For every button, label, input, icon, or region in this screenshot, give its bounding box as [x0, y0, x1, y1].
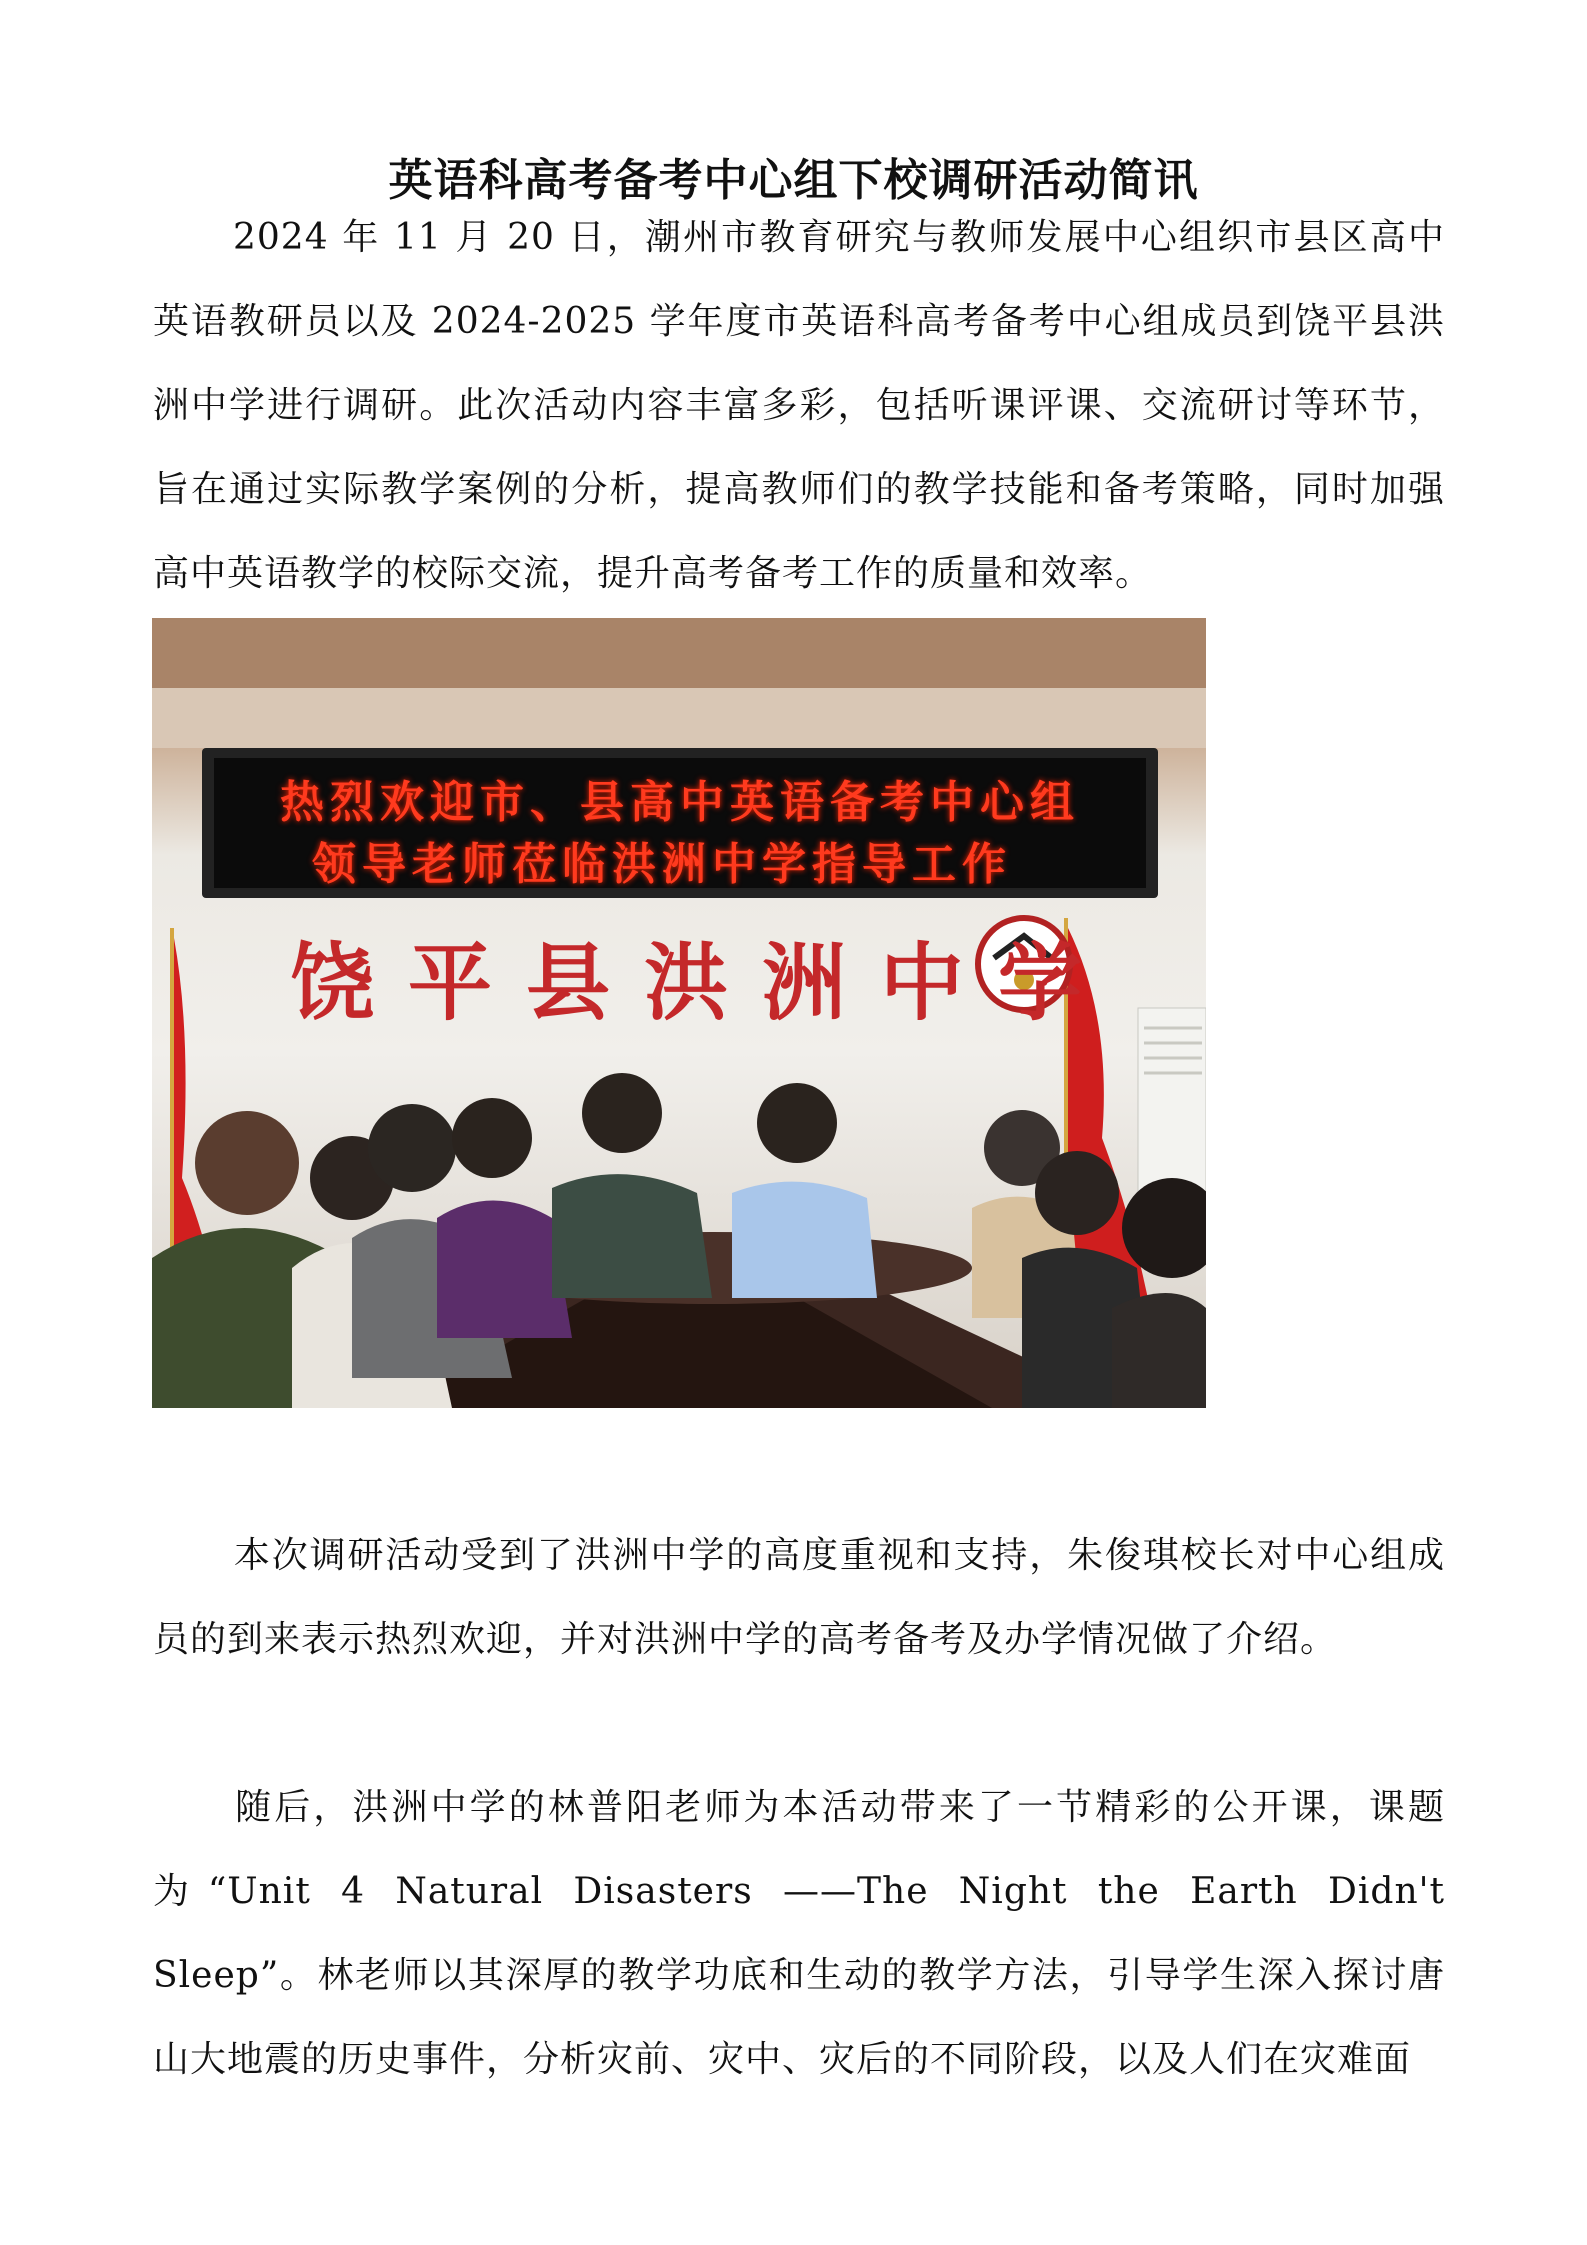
paragraph-welcome-text: 本次调研活动受到了洪洲中学的高度重视和支持，朱俊琪校长对中心组成员的到来表示热烈欢迎，并对洪洲中学的高考备考及办学情况做了介绍。	[153, 1535, 1445, 1660]
paragraph-welcome	[153, 1514, 1445, 1682]
paragraph-intro-text: 2024 年 11 月 20 日，潮州市教育研究与教师发展中心组织市县区高中英语教研员以及 2024-2025 学年度市英语科高考备考中心组成员到饶平县洪洲中学进行调研。此次活动内容丰富多彩，包括听课评课、交流研讨等环节，旨在通过实际教学案例的分析，提高教师们的教学技能和备考策略，同时加强高中英语教学的校际交流，提升高考备考工作的质量和效率。	[153, 217, 1445, 594]
paragraph-lesson	[153, 1766, 1445, 2102]
meeting-photo	[152, 618, 1206, 1408]
paragraph-intro	[153, 196, 1445, 616]
led-banner-line-2: 领导老师莅临洪洲中学指导工作	[312, 839, 1012, 890]
school-name-sign: 饶平县洪洲中学	[290, 933, 1117, 1032]
led-banner-line-1: 热烈欢迎市、县高中英语备考中心组	[280, 777, 1080, 828]
document-title: 英语科高考备考中心组下校调研活动简讯	[388, 155, 1199, 207]
paragraph-lesson-text: 随后，洪洲中学的林普阳老师为本活动带来了一节精彩的公开课，课题为“Unit 4 Natural Disasters ——The Night the Earth Didn't Sleep”。林老师以其深厚的教学功底和生动的教学方法，引导学生深入探讨唐山大地震的历史事件，分析灾前、灾中、灾后的不同阶段，以及人们在灾难面	[153, 1787, 1445, 2080]
